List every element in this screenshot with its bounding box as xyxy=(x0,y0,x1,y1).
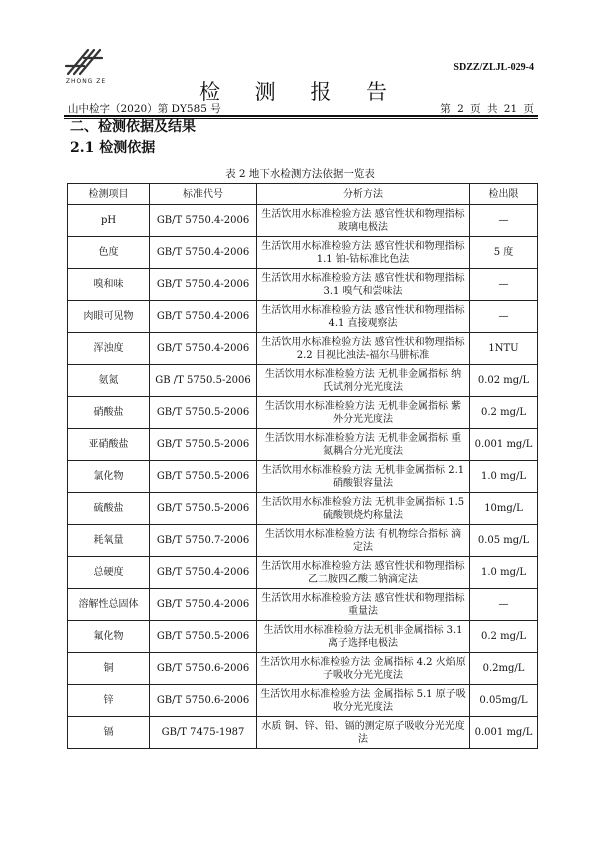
cell-standard: GB/T 5750.4-2006 xyxy=(150,205,257,237)
cell-standard: GB/T 5750.6-2006 xyxy=(150,685,257,717)
cell-standard: GB/T 5750.5-2006 xyxy=(150,493,257,525)
subsection-heading: 2.1 检测依据 xyxy=(70,140,156,156)
cell-method: 生活饮用水标准检验方法 有机物综合指标 滴定法 xyxy=(257,525,470,557)
cell-item: 肉眼可见物 xyxy=(68,301,150,333)
cell-standard: GB/T 5750.7-2006 xyxy=(150,525,257,557)
cell-method: 生活饮用水标准检验方法 感官性状和物理指标 玻璃电极法 xyxy=(257,205,470,237)
table-caption: 表 2 地下水检测方法依据一览表 xyxy=(225,168,375,180)
cell-standard: GB /T 5750.5-2006 xyxy=(150,365,257,397)
report-number: 山中检字（2020）第 DY585 号 xyxy=(68,103,221,115)
table-row xyxy=(68,717,538,749)
cell-item: 氯化物 xyxy=(68,461,150,493)
logo-text: ZHONG ZE xyxy=(65,78,107,85)
cell-limit: 1NTU xyxy=(470,333,538,365)
table-row xyxy=(68,557,538,589)
cell-item: 浑浊度 xyxy=(68,333,150,365)
table-row xyxy=(68,589,538,621)
cell-limit: 0.02 mg/L xyxy=(470,365,538,397)
cell-item: 总硬度 xyxy=(68,557,150,589)
cell-standard: GB/T 5750.4-2006 xyxy=(150,333,257,365)
table-row xyxy=(68,397,538,429)
cell-standard: GB/T 5750.5-2006 xyxy=(150,621,257,653)
cell-standard: GB/T 5750.5-2006 xyxy=(150,429,257,461)
cell-standard: GB/T 5750.4-2006 xyxy=(150,301,257,333)
table-row xyxy=(68,365,538,397)
table-row xyxy=(68,237,538,269)
cell-standard: GB/T 5750.4-2006 xyxy=(150,557,257,589)
table-row xyxy=(68,621,538,653)
table-row xyxy=(68,525,538,557)
cell-item: 硝酸盐 xyxy=(68,397,150,429)
column-header-limit: 检出限 xyxy=(470,184,538,205)
cell-standard: GB/T 5750.6-2006 xyxy=(150,653,257,685)
cell-method: 生活饮用水标准检验方法 无机非金属指标 1.5 硫酸钡烧灼称量法 xyxy=(257,493,470,525)
cell-method: 生活饮用水标准检验方法无机非金属指标 3.1 离子选择电极法 xyxy=(257,621,470,653)
cell-item: 氨氮 xyxy=(68,365,150,397)
cell-item: 耗氧量 xyxy=(68,525,150,557)
company-logo xyxy=(62,44,106,78)
cell-limit: 0.05 mg/L xyxy=(470,525,538,557)
cell-limit: 0.2 mg/L xyxy=(470,397,538,429)
cell-limit: 5 度 xyxy=(470,237,538,269)
table-row xyxy=(68,333,538,365)
cell-item: 色度 xyxy=(68,237,150,269)
cell-method: 生活饮用水标准检验方法 无机非金属指标 紫外分光光度法 xyxy=(257,397,470,429)
cell-standard: GB/T 5750.4-2006 xyxy=(150,237,257,269)
cell-standard: GB/T 5750.4-2006 xyxy=(150,269,257,301)
cell-method: 生活饮用水标准检验方法 感官性状和物理指标 2.2 目视比浊法-福尔马肼标准 xyxy=(257,333,470,365)
zhongze-logo-mark xyxy=(62,44,106,78)
page-info: 第 2 页 共 21 页 xyxy=(440,103,534,115)
cell-method: 生活饮用水标准检验方法 感官性状和物理指标 乙二胺四乙酸二钠滴定法 xyxy=(257,557,470,589)
cell-limit: 0.001 mg/L xyxy=(470,717,538,749)
cell-method: 生活饮用水标准检验方法 无机非金属指标 2.1 硝酸银容量法 xyxy=(257,461,470,493)
cell-method: 水质 铜、锌、铅、镉的测定原子吸收分光光度法 xyxy=(257,717,470,749)
report-title: 检 测 报 告 xyxy=(198,80,402,104)
cell-limit: — xyxy=(470,589,538,621)
table-row xyxy=(68,685,538,717)
table-row xyxy=(68,205,538,237)
cell-item: 溶解性总固体 xyxy=(68,589,150,621)
cell-standard: GB/T 5750.5-2006 xyxy=(150,461,257,493)
cell-method: 生活饮用水标准检验方法 金属指标 4.2 火焰原子吸收分光光度法 xyxy=(257,653,470,685)
cell-method: 生活饮用水标准检验方法 金属指标 5.1 原子吸收分光光度法 xyxy=(257,685,470,717)
cell-method: 生活饮用水标准检验方法 感官性状和物理指标 重量法 xyxy=(257,589,470,621)
table-body xyxy=(68,205,538,749)
method-table xyxy=(67,183,538,749)
cell-item: 硫酸盐 xyxy=(68,493,150,525)
cell-item: 镉 xyxy=(68,717,150,749)
table-row xyxy=(68,301,538,333)
section-heading: 二、检测依据及结果 xyxy=(70,119,196,135)
cell-limit: 1.0 mg/L xyxy=(470,557,538,589)
cell-standard: GB/T 5750.4-2006 xyxy=(150,589,257,621)
cell-method: 生活饮用水标准检验方法 感官性状和物理指标 3.1 嗅气和尝味法 xyxy=(257,269,470,301)
cell-limit: 0.2mg/L xyxy=(470,653,538,685)
column-header-standard: 标准代号 xyxy=(150,184,257,205)
table-row xyxy=(68,461,538,493)
document-code: SDZZ/ZLJL-029-4 xyxy=(453,62,534,73)
cell-limit: 0.05mg/L xyxy=(470,685,538,717)
cell-item: 氟化物 xyxy=(68,621,150,653)
table-row xyxy=(68,653,538,685)
cell-standard: GB/T 5750.5-2006 xyxy=(150,397,257,429)
cell-method: 生活饮用水标准检验方法 感官性状和物理指标 1.1 铂-钴标准比色法 xyxy=(257,237,470,269)
cell-limit: 0.2 mg/L xyxy=(470,621,538,653)
column-header-method: 分析方法 xyxy=(257,184,470,205)
cell-limit: — xyxy=(470,301,538,333)
cell-method: 生活饮用水标准检验方法 无机非金属指标 纳氏试剂分光光度法 xyxy=(257,365,470,397)
table-header-row xyxy=(68,184,538,205)
cell-limit: — xyxy=(470,269,538,301)
cell-limit: 1.0 mg/L xyxy=(470,461,538,493)
table-row xyxy=(68,493,538,525)
cell-item: 亚硝酸盐 xyxy=(68,429,150,461)
cell-limit: 10mg/L xyxy=(470,493,538,525)
cell-limit: — xyxy=(470,205,538,237)
cell-standard: GB/T 7475-1987 xyxy=(150,717,257,749)
cell-method: 生活饮用水标准检验方法 无机非金属指标 重氮耦合分光光度法 xyxy=(257,429,470,461)
cell-method: 生活饮用水标准检验方法 感官性状和物理指标 4.1 直接观察法 xyxy=(257,301,470,333)
cell-item: 嗅和味 xyxy=(68,269,150,301)
table-row xyxy=(68,429,538,461)
cell-item: 铜 xyxy=(68,653,150,685)
cell-limit: 0.001 mg/L xyxy=(470,429,538,461)
cell-item: 锌 xyxy=(68,685,150,717)
cell-item: pH xyxy=(68,205,150,237)
table-row xyxy=(68,269,538,301)
column-header-item: 检测项目 xyxy=(68,184,150,205)
